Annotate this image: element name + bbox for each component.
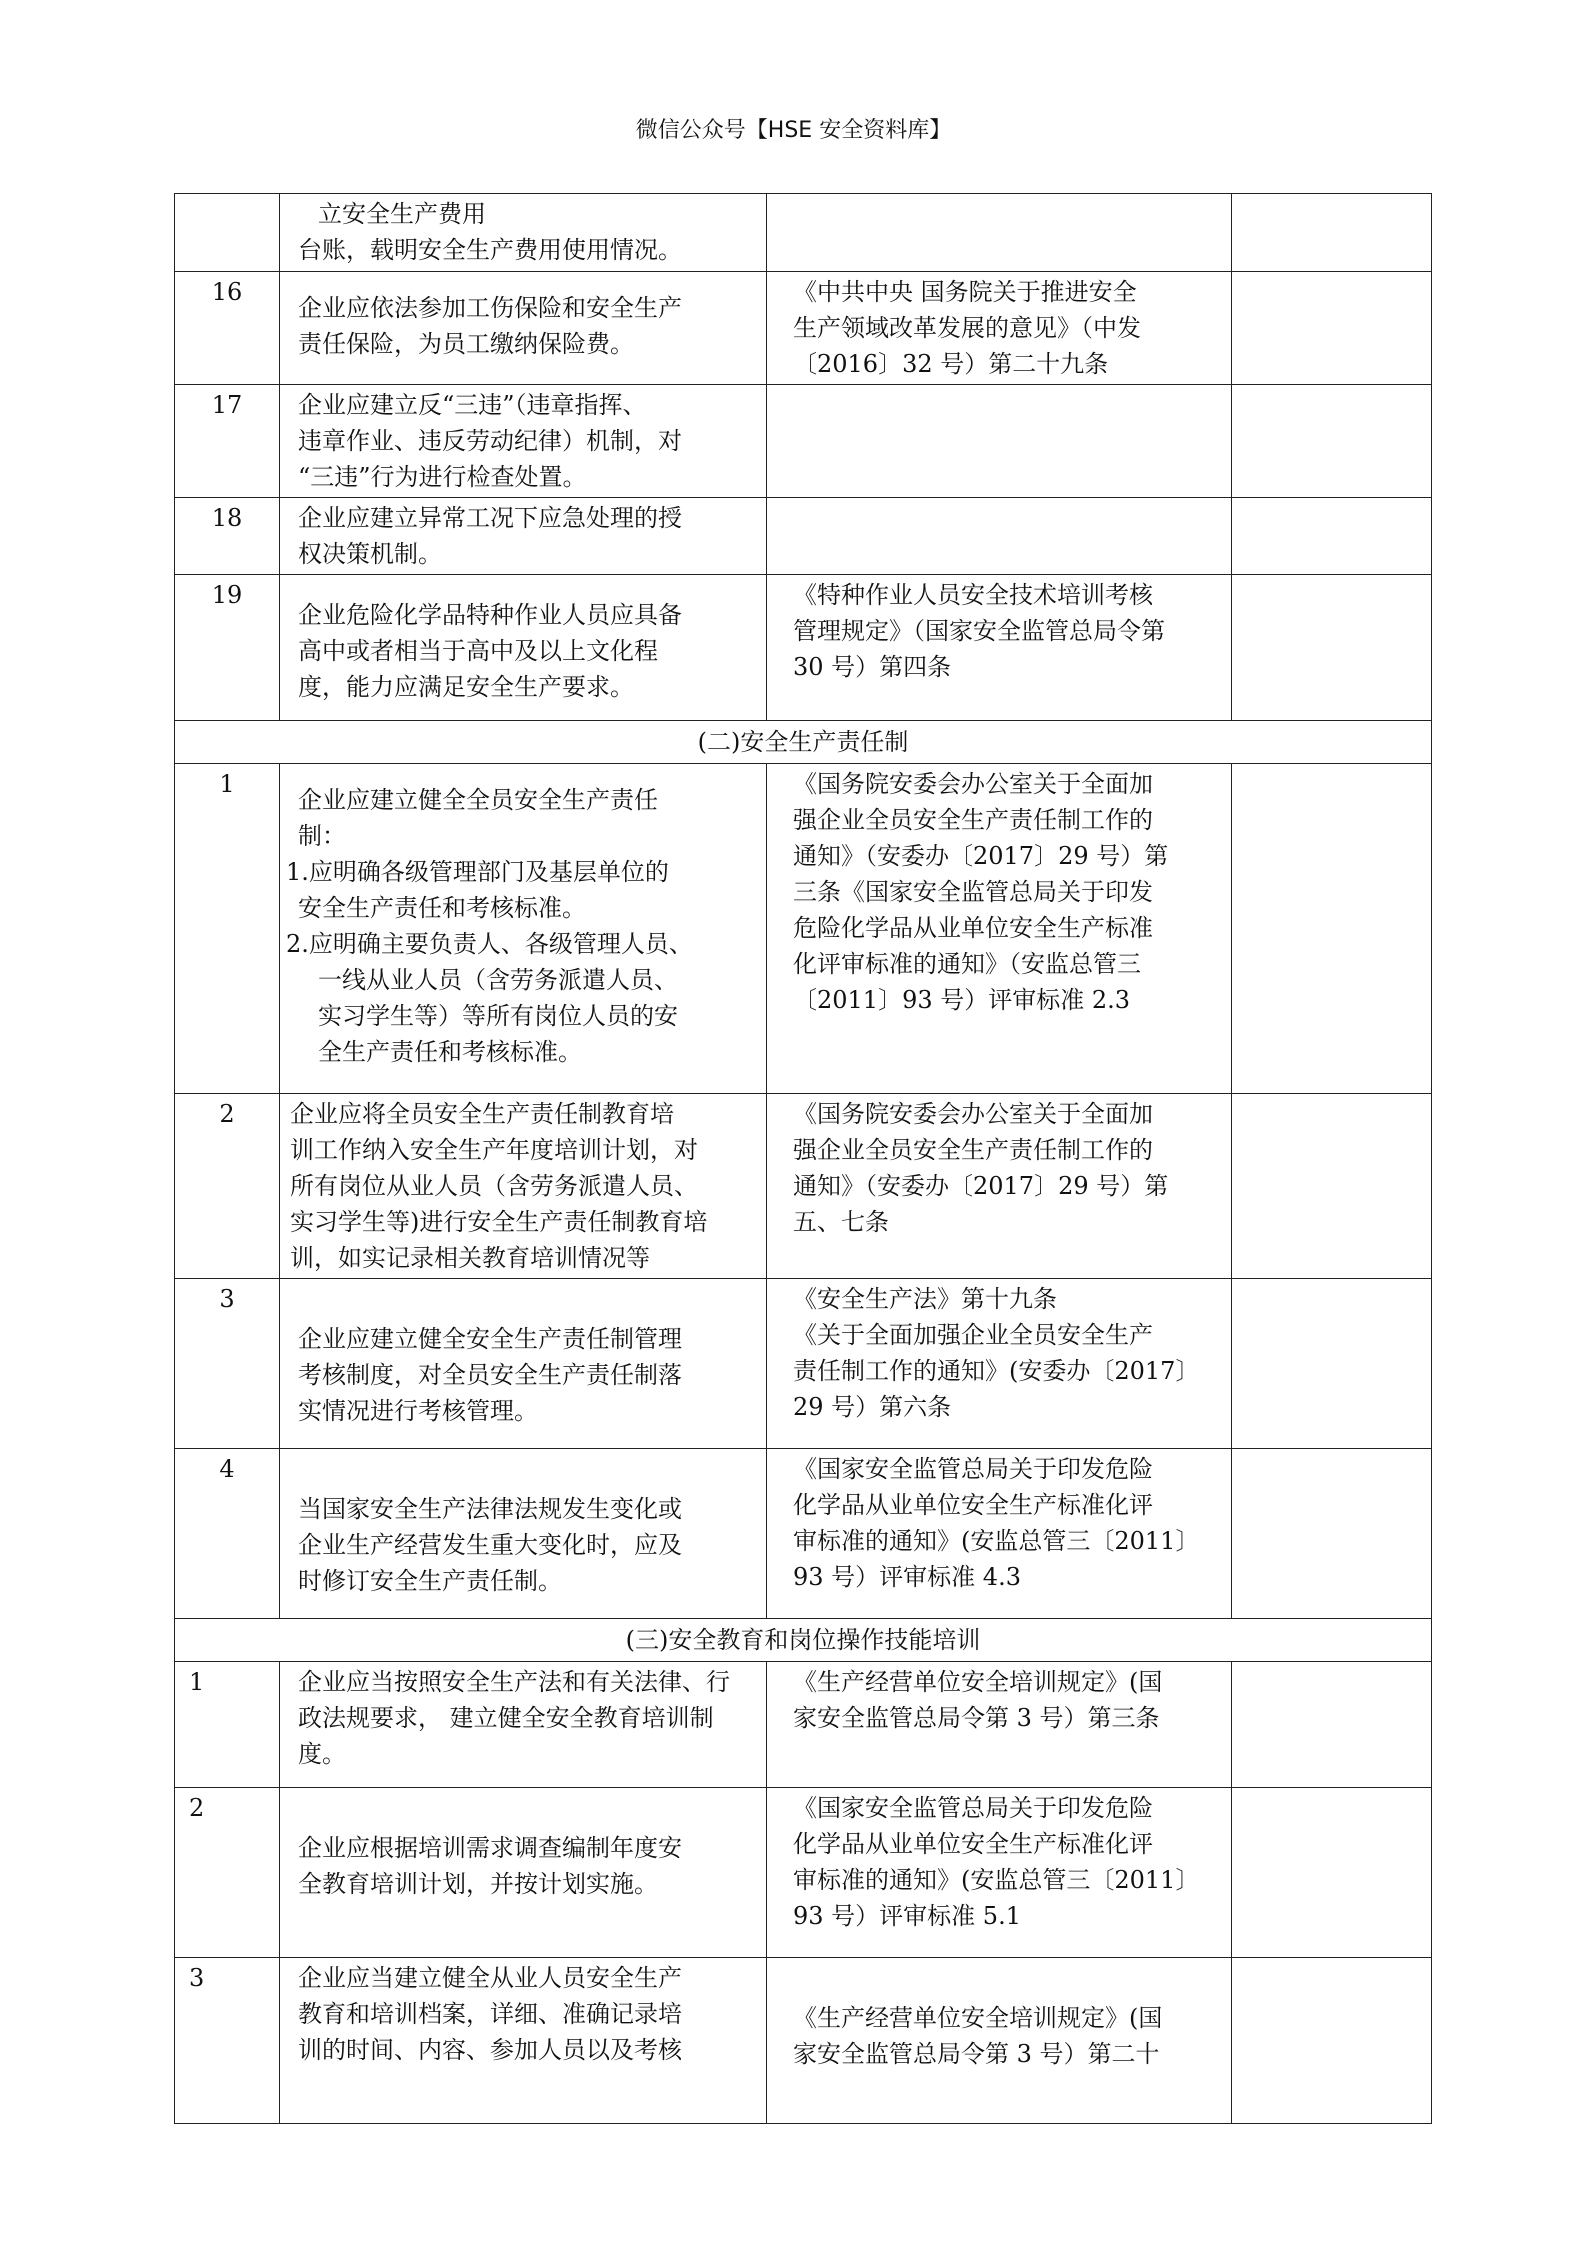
note-cell: [1232, 1449, 1432, 1619]
section-header-row: [175, 721, 1432, 764]
requirement-line: 企业应建立健全全员安全生产责任: [298, 786, 658, 814]
row-number: 2: [175, 1094, 280, 1279]
requirement-line: 实习学生等）等所有岗位人员的安: [318, 1002, 678, 1030]
source-line: 化学品从业单位安全生产标准化评: [793, 1491, 1153, 1519]
source-line: 审标准的通知》(安监总管三〔2011〕: [793, 1527, 1200, 1555]
requirement-line: 权决策机制。: [298, 540, 442, 568]
source-cell: [767, 272, 1232, 385]
source-line: 通知》（安委办〔2017〕29 号）第: [793, 842, 1169, 870]
note-cell: [1232, 1958, 1432, 2124]
source-line: 《生产经营单位安全培训规定》(国: [793, 2004, 1163, 2032]
requirement-line: 立安全生产费用: [318, 200, 486, 228]
source-line: 〔2011〕93 号）评审标准 2.3: [793, 986, 1131, 1014]
requirement-line: 高中或者相当于高中及以上文化程: [298, 637, 658, 665]
note-cell: [1232, 575, 1432, 721]
source-line: 三条《国家安全监管总局关于印发: [793, 878, 1153, 906]
source-cell: [767, 1788, 1232, 1958]
source-cell: [767, 1094, 1232, 1279]
source-line: 《特种作业人员安全技术培训考核: [793, 581, 1153, 609]
source-cell: [767, 498, 1232, 575]
note-cell: [1232, 385, 1432, 498]
requirement-line: 制：: [298, 822, 346, 850]
requirement-cell: [280, 1449, 767, 1619]
source-cell: [767, 1662, 1232, 1788]
note-cell: [1232, 764, 1432, 1094]
section-title: (二)安全生产责任制: [175, 721, 1432, 764]
source-cell: [767, 385, 1232, 498]
requirement-line: 企业应建立反“三违”（违章指挥、: [298, 391, 647, 419]
requirement-line: 所有岗位从业人员（含劳务派遣人员、: [290, 1172, 698, 1200]
source-line: 强企业全员安全生产责任制工作的: [793, 1136, 1153, 1164]
requirement-line: 全教育培训计划，并按计划实施。: [298, 1870, 658, 1898]
source-line: 《生产经营单位安全培训规定》(国: [793, 1668, 1163, 1696]
row-number: [175, 194, 280, 272]
note-cell: [1232, 1662, 1432, 1788]
requirement-cell: [280, 575, 767, 721]
source-cell: [767, 764, 1232, 1094]
requirement-line: 企业生产经营发生重大变化时，应及: [298, 1531, 682, 1559]
requirement-line: 企业应将全员安全生产责任制教育培: [290, 1100, 674, 1128]
section-header-row: [175, 1619, 1432, 1662]
row-number: 2: [175, 1788, 280, 1958]
row-number: 18: [175, 498, 280, 575]
note-cell: [1232, 272, 1432, 385]
row-number: 4: [175, 1449, 280, 1619]
source-cell: [767, 1449, 1232, 1619]
requirement-line: 企业应根据培训需求调查编制年度安: [298, 1834, 682, 1862]
table-row: [175, 764, 1432, 1094]
source-line: 93 号）评审标准 5.1: [793, 1902, 1021, 1930]
requirement-cell: [280, 272, 767, 385]
source-cell: [767, 1279, 1232, 1449]
requirement-cell: [280, 1958, 767, 2124]
table-row: [175, 1279, 1432, 1449]
requirement-line: 企业应依法参加工伤保险和安全生产: [298, 294, 682, 322]
requirement-cell: [280, 764, 767, 1094]
row-number: 16: [175, 272, 280, 385]
requirement-line: 度。: [298, 1740, 346, 1768]
requirement-line: 训工作纳入安全生产年度培训计划，对: [290, 1136, 698, 1164]
table-row: [175, 1449, 1432, 1619]
note-cell: [1232, 194, 1432, 272]
requirement-line: 训的时间、内容、参加人员以及考核: [298, 2036, 682, 2064]
section-title: (三)安全教育和岗位操作技能培训: [175, 1619, 1432, 1662]
source-line: 29 号）第六条: [793, 1393, 952, 1421]
requirement-line: 全生产责任和考核标准。: [318, 1038, 582, 1066]
source-line: 责任制工作的通知》(安委办〔2017〕: [793, 1357, 1200, 1385]
table-row: [175, 1662, 1432, 1788]
source-line: 家安全监管总局令第 3 号）第三条: [793, 1704, 1160, 1732]
source-line: 化评审标准的通知》（安监总管三: [793, 950, 1141, 978]
requirement-line: 度，能力应满足安全生产要求。: [298, 673, 634, 701]
requirement-line: 企业应建立异常工况下应急处理的授: [298, 504, 682, 532]
row-number: 17: [175, 385, 280, 498]
requirement-cell: [280, 1662, 767, 1788]
note-cell: [1232, 1279, 1432, 1449]
requirement-cell: [280, 194, 767, 272]
note-cell: [1232, 1788, 1432, 1958]
source-cell: [767, 1958, 1232, 2124]
requirement-line: 企业危险化学品特种作业人员应具备: [298, 601, 682, 629]
requirement-line: 政法规要求， 建立健全安全教育培训制: [298, 1704, 714, 1732]
row-number: 1: [175, 1662, 280, 1788]
source-line: 审标准的通知》(安监总管三〔2011〕: [793, 1866, 1200, 1894]
source-line: 93 号）评审标准 4.3: [793, 1563, 1021, 1591]
source-line: 〔2016〕32 号）第二十九条: [793, 350, 1109, 378]
table-row: [175, 385, 1432, 498]
requirement-cell: [280, 1279, 767, 1449]
source-line: 30 号）第四条: [793, 653, 952, 681]
requirement-line: 2.应明确主要负责人、各级管理人员、: [286, 930, 693, 958]
source-line: 家安全监管总局令第 3 号）第二十: [793, 2040, 1160, 2068]
requirement-line: 当国家安全生产法律法规发生变化或: [298, 1495, 682, 1523]
requirement-line: 安全生产责任和考核标准。: [298, 894, 586, 922]
requirement-line: 企业应当按照安全生产法和有关法律、行: [298, 1668, 730, 1696]
row-number: 3: [175, 1279, 280, 1449]
table-row: [175, 194, 1432, 272]
requirement-line: 时修订安全生产责任制。: [298, 1567, 562, 1595]
source-line: 《关于全面加强企业全员安全生产: [793, 1321, 1153, 1349]
table-row: [175, 575, 1432, 721]
table-row: [175, 1788, 1432, 1958]
table-row: [175, 1958, 1432, 2124]
note-cell: [1232, 498, 1432, 575]
requirement-line: 1.应明确各级管理部门及基层单位的: [286, 858, 669, 886]
requirement-line: 责任保险，为员工缴纳保险费。: [298, 330, 634, 358]
requirement-line: 考核制度，对全员安全生产责任制落: [298, 1361, 682, 1389]
source-line: 强企业全员安全生产责任制工作的: [793, 806, 1153, 834]
requirement-line: 实习学生等)进行安全生产责任制教育培: [290, 1208, 708, 1236]
source-line: 《国务院安委会办公室关于全面加: [793, 770, 1153, 798]
requirement-cell: [280, 498, 767, 575]
source-cell: [767, 575, 1232, 721]
requirement-line: 台账，载明安全生产费用使用情况。: [298, 236, 682, 264]
source-line: 《中共中央 国务院关于推进安全: [793, 278, 1137, 306]
page-header: 微信公众号【HSE 安全资料库】: [635, 118, 952, 143]
source-line: 《国家安全监管总局关于印发危险: [793, 1794, 1153, 1822]
source-line: 五、七条: [793, 1208, 889, 1236]
requirement-line: “三违”行为进行检查处置。: [298, 463, 587, 491]
source-line: 危险化学品从业单位安全生产标准: [793, 914, 1153, 942]
requirement-line: 教育和培训档案，详细、准确记录培: [298, 2000, 682, 2028]
requirement-line: 训，如实记录相关教育培训情况等: [290, 1244, 650, 1272]
row-number: 1: [175, 764, 280, 1094]
requirement-line: 企业应建立健全安全生产责任制管理: [298, 1325, 682, 1353]
requirement-cell: [280, 1094, 767, 1279]
requirement-cell: [280, 1788, 767, 1958]
source-line: 《国务院安委会办公室关于全面加: [793, 1100, 1153, 1128]
source-line: 化学品从业单位安全生产标准化评: [793, 1830, 1153, 1858]
requirement-line: 实情况进行考核管理。: [298, 1397, 538, 1425]
source-cell: [767, 194, 1232, 272]
requirement-line: 违章作业、违反劳动纪律）机制，对: [298, 427, 682, 455]
table-row: [175, 498, 1432, 575]
table-row: [175, 272, 1432, 385]
requirements-table: [174, 193, 1432, 2124]
requirement-cell: [280, 385, 767, 498]
note-cell: [1232, 1094, 1432, 1279]
row-number: 3: [175, 1958, 280, 2124]
requirement-line: 一线从业人员（含劳务派遣人员、: [318, 966, 678, 994]
table-row: [175, 1094, 1432, 1279]
source-line: 管理规定》（国家安全监管总局令第: [793, 617, 1165, 645]
source-line: 《安全生产法》第十九条: [793, 1285, 1057, 1313]
row-number: 19: [175, 575, 280, 721]
requirement-line: 企业应当建立健全从业人员安全生产: [298, 1964, 682, 1992]
source-line: 通知》（安委办〔2017〕29 号）第: [793, 1172, 1169, 1200]
source-line: 生产领域改革发展的意见》（中发: [793, 314, 1141, 342]
source-line: 《国家安全监管总局关于印发危险: [793, 1455, 1153, 1483]
